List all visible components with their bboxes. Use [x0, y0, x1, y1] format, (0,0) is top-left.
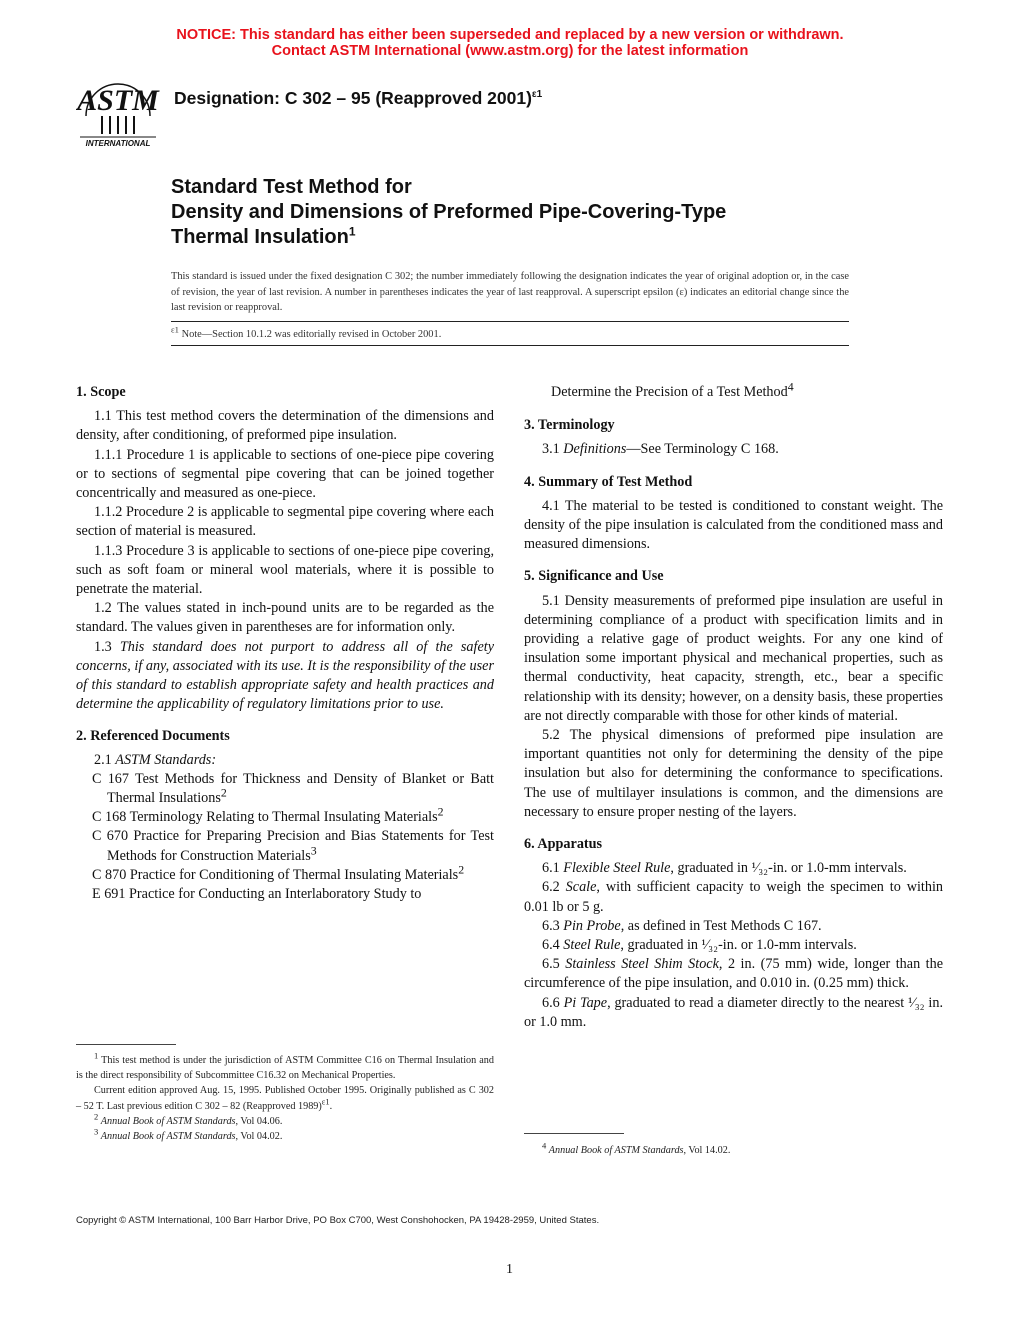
- paragraph-6-2-text: , with sufficient capacity to weigh the specimen to within 0.01 lb or 5 g.: [524, 879, 944, 915]
- paragraph-2-1-text: ASTM Standards:: [115, 751, 217, 768]
- footnote-3-title: Annual Book of ASTM Standards: [100, 1131, 236, 1143]
- section-heading-apparatus: 6. Apparatus: [524, 836, 603, 853]
- reference-e691: [76, 885, 494, 904]
- section-heading-terminology: 3. Terminology: [524, 417, 615, 434]
- reference-e691-continued: [524, 379, 943, 402]
- footnote-1b-end: .: [329, 1100, 333, 1112]
- paragraph-3-1-text: —See Terminology C 168.: [626, 441, 779, 458]
- footnote-1-edition: [76, 1083, 494, 1113]
- reference-sup: 2: [437, 804, 444, 819]
- title-line-2: Density and Dimensions of Preformed Pipe-Covering-Type: [171, 201, 727, 223]
- footnote-rule: [524, 1133, 624, 1134]
- paragraph-6-6-number: 6.6: [542, 994, 564, 1011]
- paragraph-3-1-term: Definitions: [563, 441, 627, 458]
- footnotes-right: [524, 1140, 943, 1158]
- footnote-4-sup: 4: [542, 1140, 547, 1151]
- paragraph-6-4-term: Steel Rule: [563, 937, 621, 954]
- reference-c870: [76, 862, 494, 885]
- footnote-1b-text: Current edition approved Aug. 15, 1995. Published October 1995. Originally published as C 302 – 52 T. Last previous edition C 302 – 82 (Reapproved 1989): [76, 1085, 494, 1112]
- footnotes-left: [76, 1050, 494, 1144]
- paragraph-2-1: [76, 751, 494, 770]
- paragraph-1-1: 1.1 This test method covers the determination of the dimensions and density, after conditioning, of preformed pipe insulation.: [76, 408, 494, 444]
- paragraph-6-1-term: Flexible Steel Rule: [563, 860, 671, 877]
- paragraph-6-1: [524, 859, 943, 878]
- logo-mark-text: ASTM: [77, 84, 159, 117]
- editorial-note-text: Note—Section 10.1.2 was editorially revised in October 2001.: [181, 329, 442, 340]
- footnote-rule: [76, 1044, 176, 1045]
- paragraph-1-1-3: 1.1.3 Procedure 3 is applicable to sections of one-piece pipe covering, such as soft foam or mineral wool materials, where it is possible to penetrate the material.: [76, 542, 494, 598]
- title-line-3-text: Thermal Insulation: [171, 226, 349, 248]
- reference-sup: 2: [458, 862, 465, 877]
- paragraph-3-1-number: 3.1: [542, 441, 564, 458]
- astm-logo-icon: [76, 76, 160, 150]
- footnote-4-text: , Vol 14.02.: [683, 1145, 731, 1156]
- paragraph-1-1-1: 1.1.1 Procedure 1 is applicable to sections of one-piece pipe covering or to sections of segmental pipe covering that can be joined together concentrically and measured as one-piece.: [76, 446, 494, 502]
- footnote-2-title: Annual Book of ASTM Standards: [100, 1115, 236, 1127]
- paragraph-1-3-number: 1.3: [94, 638, 120, 655]
- notice-line-1: NOTICE: This standard has either been superseded and replaced by a new version or withdrawn.: [176, 27, 844, 43]
- editorial-note: [171, 324, 442, 340]
- section-heading-significance: 5. Significance and Use: [524, 568, 664, 585]
- designation-sup: ε1: [531, 89, 543, 101]
- footnote-3-sup: 3: [94, 1126, 99, 1137]
- footnote-3: [76, 1126, 494, 1144]
- paragraph-6-3: [524, 917, 943, 936]
- paragraph-6-4-number: 6.4: [542, 937, 564, 954]
- paragraph-1-3: [76, 638, 494, 715]
- paragraph-6-6-term: Pi Tape: [563, 994, 608, 1011]
- footnote-4: [524, 1140, 943, 1158]
- paragraph-6-3-number: 6.3: [542, 917, 564, 934]
- paragraph-6-2: [524, 878, 943, 916]
- reference-continued-sup: 4: [787, 379, 794, 394]
- paragraph-6-4-text: , graduated in ¹⁄₃₂-in. or 1.0-mm intervals.: [620, 937, 857, 954]
- paragraph-6-1-number: 6.1: [542, 860, 564, 877]
- paragraph-1-3-text: This standard does not purport to address all of the safety concerns, if any, associated with its use. It is the responsibility of the user of this standard to establish appropriate safety and health practices and determine the applicability of regulatory limitations prior to use.: [76, 638, 494, 713]
- reference-text: C 168 Terminology Relating to Thermal Insulating Materials: [92, 809, 438, 826]
- notice-line-2: Contact ASTM International (www.astm.org) for the latest information: [271, 43, 749, 59]
- paragraph-5-2: 5.2 The physical dimensions of preformed pipe insulation are important quantities not only for determining the density of the pipe insulation but also for determining the conformance to specifications. The use of multilayer insulations is common, and the dimensions are necessary to ensure proper nesting of the layers.: [524, 727, 943, 820]
- page-number: 1: [506, 1262, 513, 1277]
- divider: [171, 321, 849, 322]
- paragraph-2-1-number: 2.1: [94, 751, 116, 768]
- paragraph-3-1: [524, 440, 943, 459]
- paragraph-5-1: 5.1 Density measurements of preformed pipe insulation are useful in determining compliance of a product with specification limits and in providing a relative gage of product weights. For any one kind of insulation some important physical and mechanical properties, such as thermal conductivity, heat capacity, strength, etc., bear a specific relationship with its density; however, on a density basis, these properties are not directly comparable with those for other kinds of material.: [524, 592, 943, 724]
- reference-text: C 167 Test Methods for Thickness and Density of Blanket or Batt Thermal Insulations: [92, 770, 494, 807]
- reference-c167: [76, 770, 494, 808]
- paragraph-6-4: [524, 936, 943, 955]
- title-line-1: Standard Test Method for: [171, 176, 412, 198]
- title-footnote-ref: 1: [348, 224, 356, 239]
- section-heading-summary: 4. Summary of Test Method: [524, 473, 693, 490]
- designation: [174, 88, 542, 109]
- reference-text: C 670 Practice for Preparing Precision and Bias Statements for Test Methods for Construction Materials: [92, 828, 494, 864]
- footnote-2-text: , Vol 04.06.: [235, 1115, 283, 1127]
- paragraph-6-2-term: Scale: [565, 879, 597, 896]
- left-column: [76, 383, 494, 904]
- title-line-3: [171, 224, 356, 250]
- footnote-1-text: This test method is under the jurisdiction of ASTM Committee C16 on Thermal Insulation and is the direct responsibility of Subcommittee C16.32 on Mechanical Properties.: [76, 1055, 494, 1082]
- right-column: [524, 379, 944, 1032]
- footnote-1-sup: 1: [94, 1050, 99, 1061]
- footnote-4-title: Annual Book of ASTM Standards: [548, 1145, 684, 1156]
- paragraph-6-5: [524, 955, 943, 993]
- paragraph-6-5-text: , 2 in. (75 mm) wide, longer than the circumference of the pipe insulation, and 0.010 in. (0.25 mm) thick.: [524, 956, 944, 992]
- paragraph-1-2: 1.2 The values stated in inch-pound units are to be regarded as the standard. The values given in parentheses are for information only.: [76, 600, 494, 636]
- section-heading-referenced-documents: 2. Referenced Documents: [76, 728, 230, 745]
- intro-paragraph: This standard is issued under the fixed designation C 302; the number immediately following the designation indicates the year of original adoption or, in the case of revision, the year of last revision. A number in parentheses indicates the year of last reapproval. A superscript epsilon (ε) indicates an editorial change since the last revision or reapproval.: [171, 271, 849, 313]
- reference-sup: 2: [220, 785, 227, 800]
- reference-text: C 870 Practice for Conditioning of Thermal Insulating Materials: [92, 866, 459, 883]
- reference-sup: 3: [310, 842, 317, 857]
- paragraph-6-1-text: , graduated in ¹⁄₃₂-in. or 1.0-mm intervals.: [670, 860, 907, 877]
- reference-text: E 691 Practice for Conducting an Interlaboratory Study to: [92, 886, 422, 903]
- logo-international-text: INTERNATIONAL: [85, 139, 151, 148]
- paragraph-6-3-term: Pin Probe: [563, 917, 621, 934]
- paragraph-6-6-text: , graduated to read a diameter directly to the nearest ¹⁄₃₂ in. or 1.0 mm.: [524, 994, 943, 1030]
- paragraph-1-1-2: 1.1.2 Procedure 2 is applicable to segmental pipe covering where each section of material is measured.: [76, 504, 494, 540]
- divider: [171, 345, 849, 346]
- paragraph-4-1: 4.1 The material to be tested is conditioned to constant weight. The density of the pipe insulation is calculated from the conditioned mass and measured dimensions.: [524, 497, 943, 553]
- paragraph-6-6: [524, 994, 943, 1032]
- copyright: Copyright © ASTM International, 100 Barr Harbor Drive, PO Box C700, West Conshohocken, PA 19428-2959, United States.: [76, 1215, 600, 1226]
- reference-c168: [76, 804, 494, 827]
- editorial-note-sup: ε1: [171, 324, 179, 335]
- paragraph-6-5-term: Stainless Steel Shim Stock: [565, 956, 719, 973]
- footnote-3-text: , Vol 04.02.: [235, 1131, 283, 1143]
- footnote-1: [76, 1050, 494, 1083]
- reference-continued-text: Determine the Precision of a Test Method: [551, 384, 788, 400]
- paragraph-6-2-number: 6.2: [542, 879, 566, 896]
- designation-text: Designation: C 302 – 95 (Reapproved 2001): [174, 88, 532, 108]
- section-heading-scope: 1. Scope: [76, 384, 126, 400]
- footnote-1b-sup: ε1: [321, 1096, 330, 1107]
- footnote-2: [76, 1111, 494, 1129]
- paragraph-6-3-text: , as defined in Test Methods C 167.: [620, 917, 822, 934]
- reference-c670: [76, 827, 494, 865]
- footnote-2-sup: 2: [94, 1111, 99, 1122]
- paragraph-6-5-number: 6.5: [542, 956, 566, 973]
